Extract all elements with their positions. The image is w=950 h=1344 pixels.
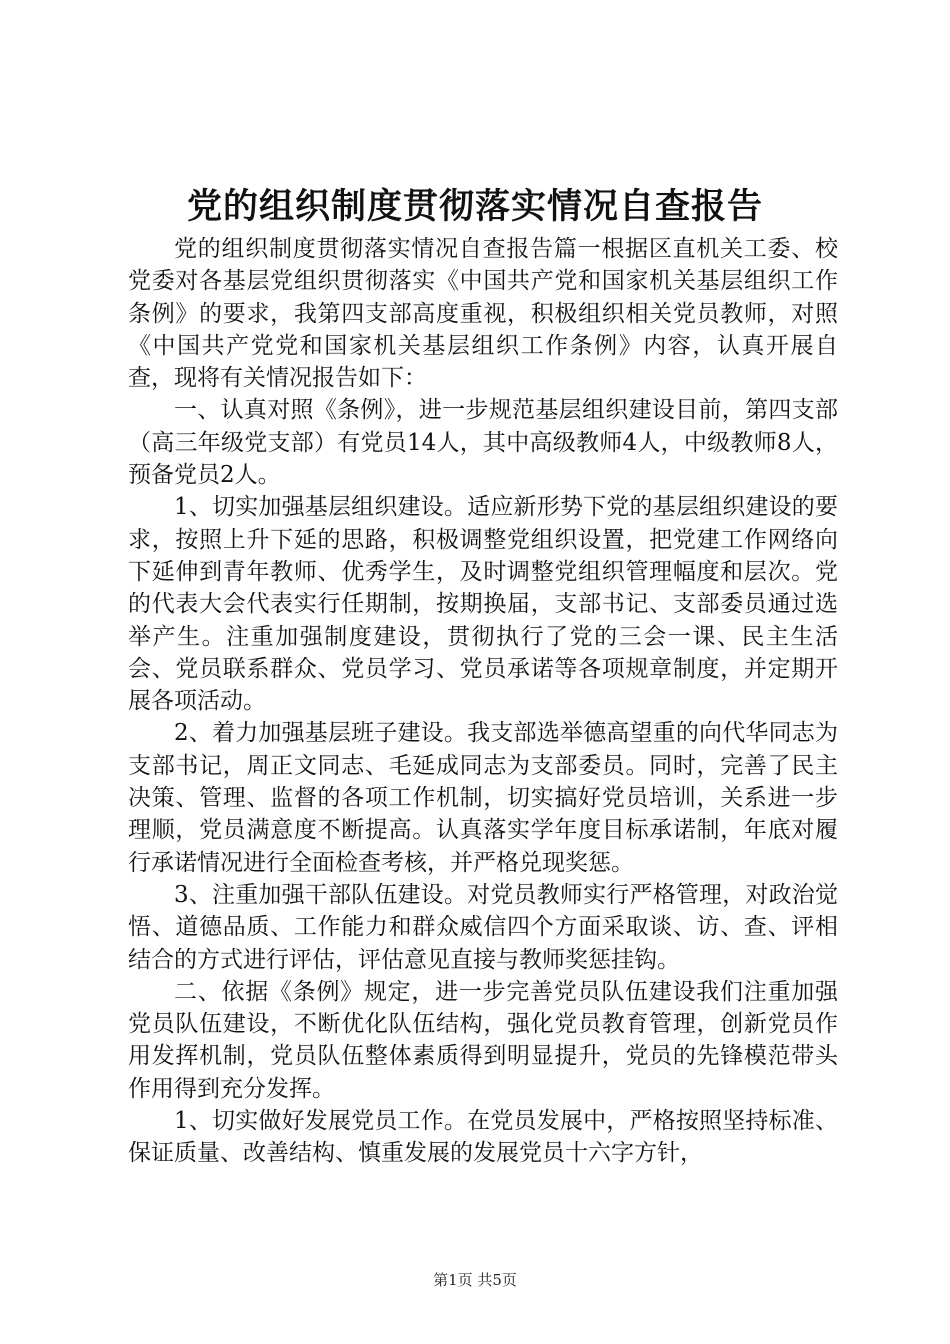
paragraph-intro: 党的组织制度贯彻落实情况自查报告篇一根据区直机关工委、校党委对各基层党组织贯彻落实《中国共产党和国家机关基层组织工作条例》的要求，我第四支部高度重视，积极组织相关党员教师，对照《中国共产党党和国家机关基层组织工作条例》内容，认真开展自查，现将有关情况报告如下： [128, 236, 838, 392]
document-title: 党的组织制度贯彻落实情况自查报告 [186, 187, 763, 227]
document-body [128, 233, 838, 1170]
paragraph-item-1-3: 3、注重加强干部队伍建设。对党员教师实行严格管理，对政治觉悟、道德品质、工作能力和群众威信四个方面采取谈、访、查、评相结合的方式进行评估，评估意见直接与教师奖惩挂钩。 [128, 881, 838, 973]
paragraph-item-2-1: 1、切实做好发展党员工作。在党员发展中，严格按照坚持标准、保证质量、改善结构、慎重发展的发展党员十六字方针， [128, 1108, 838, 1167]
page-footer: 第1页 共5页 [433, 1271, 517, 1289]
paragraph-item-1-2: 2、着力加强基层班子建设。我支部选举德高望重的向代华同志为支部书记，周正文同志、毛延成同志为支部委员。同时，完善了民主决策、管理、监督的各项工作机制，切实搞好党员培训，关系进一步理顺，党员满意度不断提高。认真落实学年度目标承诺制，年底对履行承诺情况进行全面检查考核，并严格兑现奖惩。 [128, 720, 838, 876]
paragraph-section-1: 一、认真对照《条例》，进一步规范基层组织建设目前，第四支部（高三年级党支部）有党员14人，其中高级教师4人，中级教师8人，预备党员2人。 [128, 397, 838, 489]
paragraph-section-2: 二、依据《条例》规定，进一步完善党员队伍建设我们注重加强党员队伍建设，不断优化队伍结构，强化党员教育管理，创新党员作用发挥机制，党员队伍整体素质得到明显提升，党员的先锋模范带头作用得到充分发挥。 [128, 978, 838, 1102]
paragraph-item-1-1: 1、切实加强基层组织建设。适应新形势下党的基层组织建设的要求，按照上升下延的思路，积极调整党组织设置，把党建工作网络向下延伸到青年教师、优秀学生，及时调整党组织管理幅度和层次。党的代表大会代表实行任期制，按期换届，支部书记、支部委员通过选举产生。注重加强制度建设，贯彻执行了党的三会一课、民主生活会、党员联系群众、党员学习、党员承诺等各项规章制度，并定期开展各项活动。 [128, 494, 838, 715]
